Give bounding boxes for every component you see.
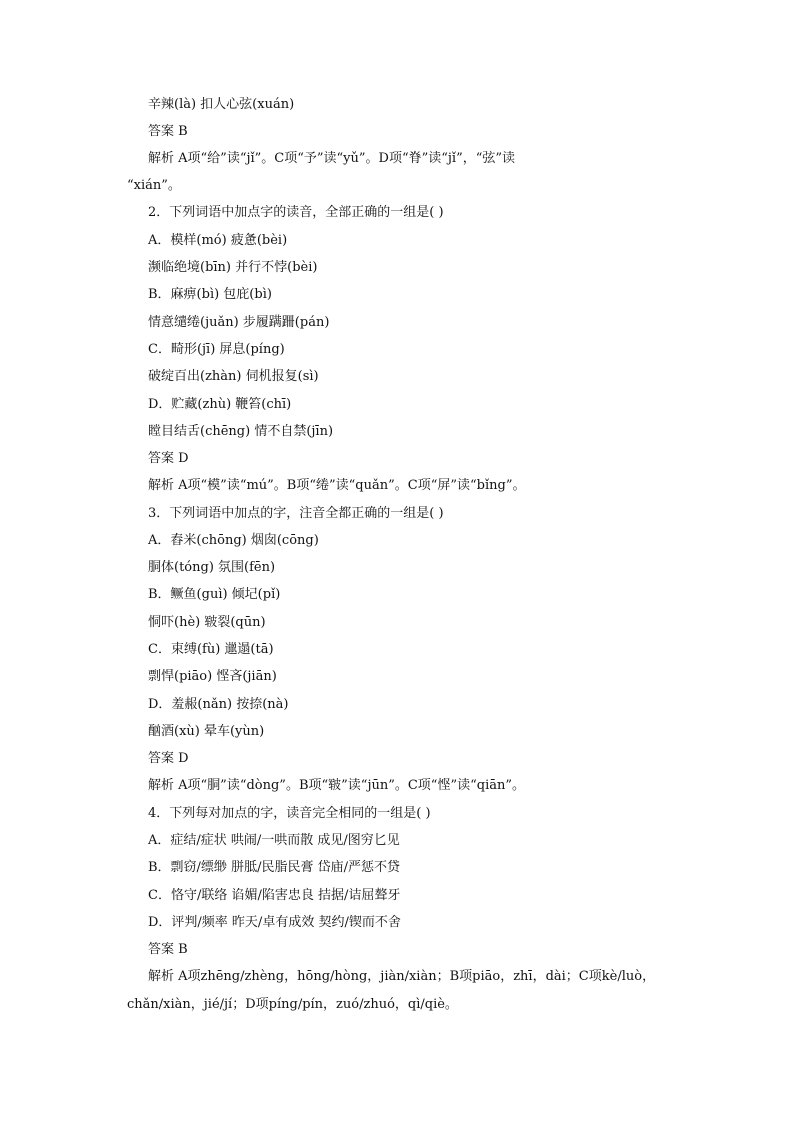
- q3-option-c-1: C．束缚(fù) 邋遢(tā): [148, 642, 274, 657]
- analysis-line-3: 解析 A项“胴”读“dòng”。B项“皲”读“jūn”。C项“悭”读“qiān”。: [148, 778, 525, 793]
- q2-option-d-2: 瞠目结舌(chēng) 情不自禁(jīn): [148, 424, 334, 439]
- q3-option-d-2: 酗酒(xù) 晕车(yùn): [148, 724, 265, 739]
- analysis-line-2: 解析 A项“模”读“mú”。B项“绻”读“quǎn”。C项“屏”读“bǐng”。: [148, 478, 526, 493]
- analysis-line-1-cont: “xián”。: [127, 178, 181, 193]
- analysis-line-4-cont: chǎn/xiàn，jié/jí；D项píng/pín，zuó/zhuó，qì/qiè。: [127, 997, 458, 1012]
- line-1: 辛辣(là) 扣人心弦(xuán): [148, 97, 295, 112]
- q4-option-c: C．恪守/联络 谄媚/陷害忠良 拮据/诘屈聱牙: [148, 888, 401, 903]
- q4-option-a: A．症结/症状 哄闹/一哄而散 成见/图穷匕见: [148, 833, 400, 848]
- question-4: 4．下列每对加点的字，读音完全相同的一组是( ): [148, 806, 431, 821]
- answer-label-2: 答案 D: [148, 451, 189, 466]
- q2-option-b-1: B．麻痹(bì) 包庇(bì): [148, 287, 272, 302]
- q2-option-c-2: 破绽百出(zhàn) 伺机报复(sì): [148, 369, 319, 384]
- q3-option-d-1: D．羞赧(nǎn) 按捺(nà): [148, 697, 289, 712]
- q4-option-d: D．评判/频率 昨天/卓有成效 契约/锲而不舍: [148, 915, 401, 930]
- q3-option-b-2: 恫吓(hè) 皲裂(qūn): [148, 615, 266, 630]
- analysis-line-4: 解析 A项zhēng/zhèng，hōng/hòng，jiàn/xiàn；B项piāo，zhī，dài；C项kè/luò，: [148, 969, 656, 984]
- q3-option-a-1: A．舂米(chōng) 烟囱(cōng): [148, 533, 319, 548]
- answer-label-1: 答案 B: [148, 124, 188, 139]
- q2-option-c-1: C．畸形(jī) 屏息(píng): [148, 342, 285, 357]
- answer-label-3: 答案 D: [148, 751, 189, 766]
- q2-option-d-1: D．贮藏(zhù) 鞭笞(chī): [148, 397, 292, 412]
- question-3: 3．下列词语中加点的字，注音全都正确的一组是( ): [148, 506, 444, 521]
- q2-option-a-2: 濒临绝境(bīn) 并行不悖(bèi): [148, 260, 318, 275]
- q4-option-b: B．剽窃/缥缈 胼胝/民脂民膏 岱庙/严惩不贷: [148, 860, 400, 875]
- q3-option-b-1: B．鳜鱼(guì) 倾圮(pǐ): [148, 587, 281, 602]
- question-2: 2．下列词语中加点字的读音，全部正确的一组是( ): [148, 205, 444, 220]
- q3-option-c-2: 剽悍(piāo) 悭吝(jiān): [148, 669, 277, 684]
- q2-option-a-1: A．模样(mó) 疲惫(bèi): [148, 233, 288, 248]
- answer-label-4: 答案 B: [148, 942, 188, 957]
- analysis-line-1: 解析 A项“给”读“jǐ”。C项“予”读“yǔ”。D项“脊”读“jǐ”，“弦”读: [148, 151, 516, 166]
- q2-option-b-2: 情意缱绻(juǎn) 步履蹒跚(pán): [148, 315, 330, 330]
- q3-option-a-2: 胴体(tóng) 氛围(fēn): [148, 560, 276, 575]
